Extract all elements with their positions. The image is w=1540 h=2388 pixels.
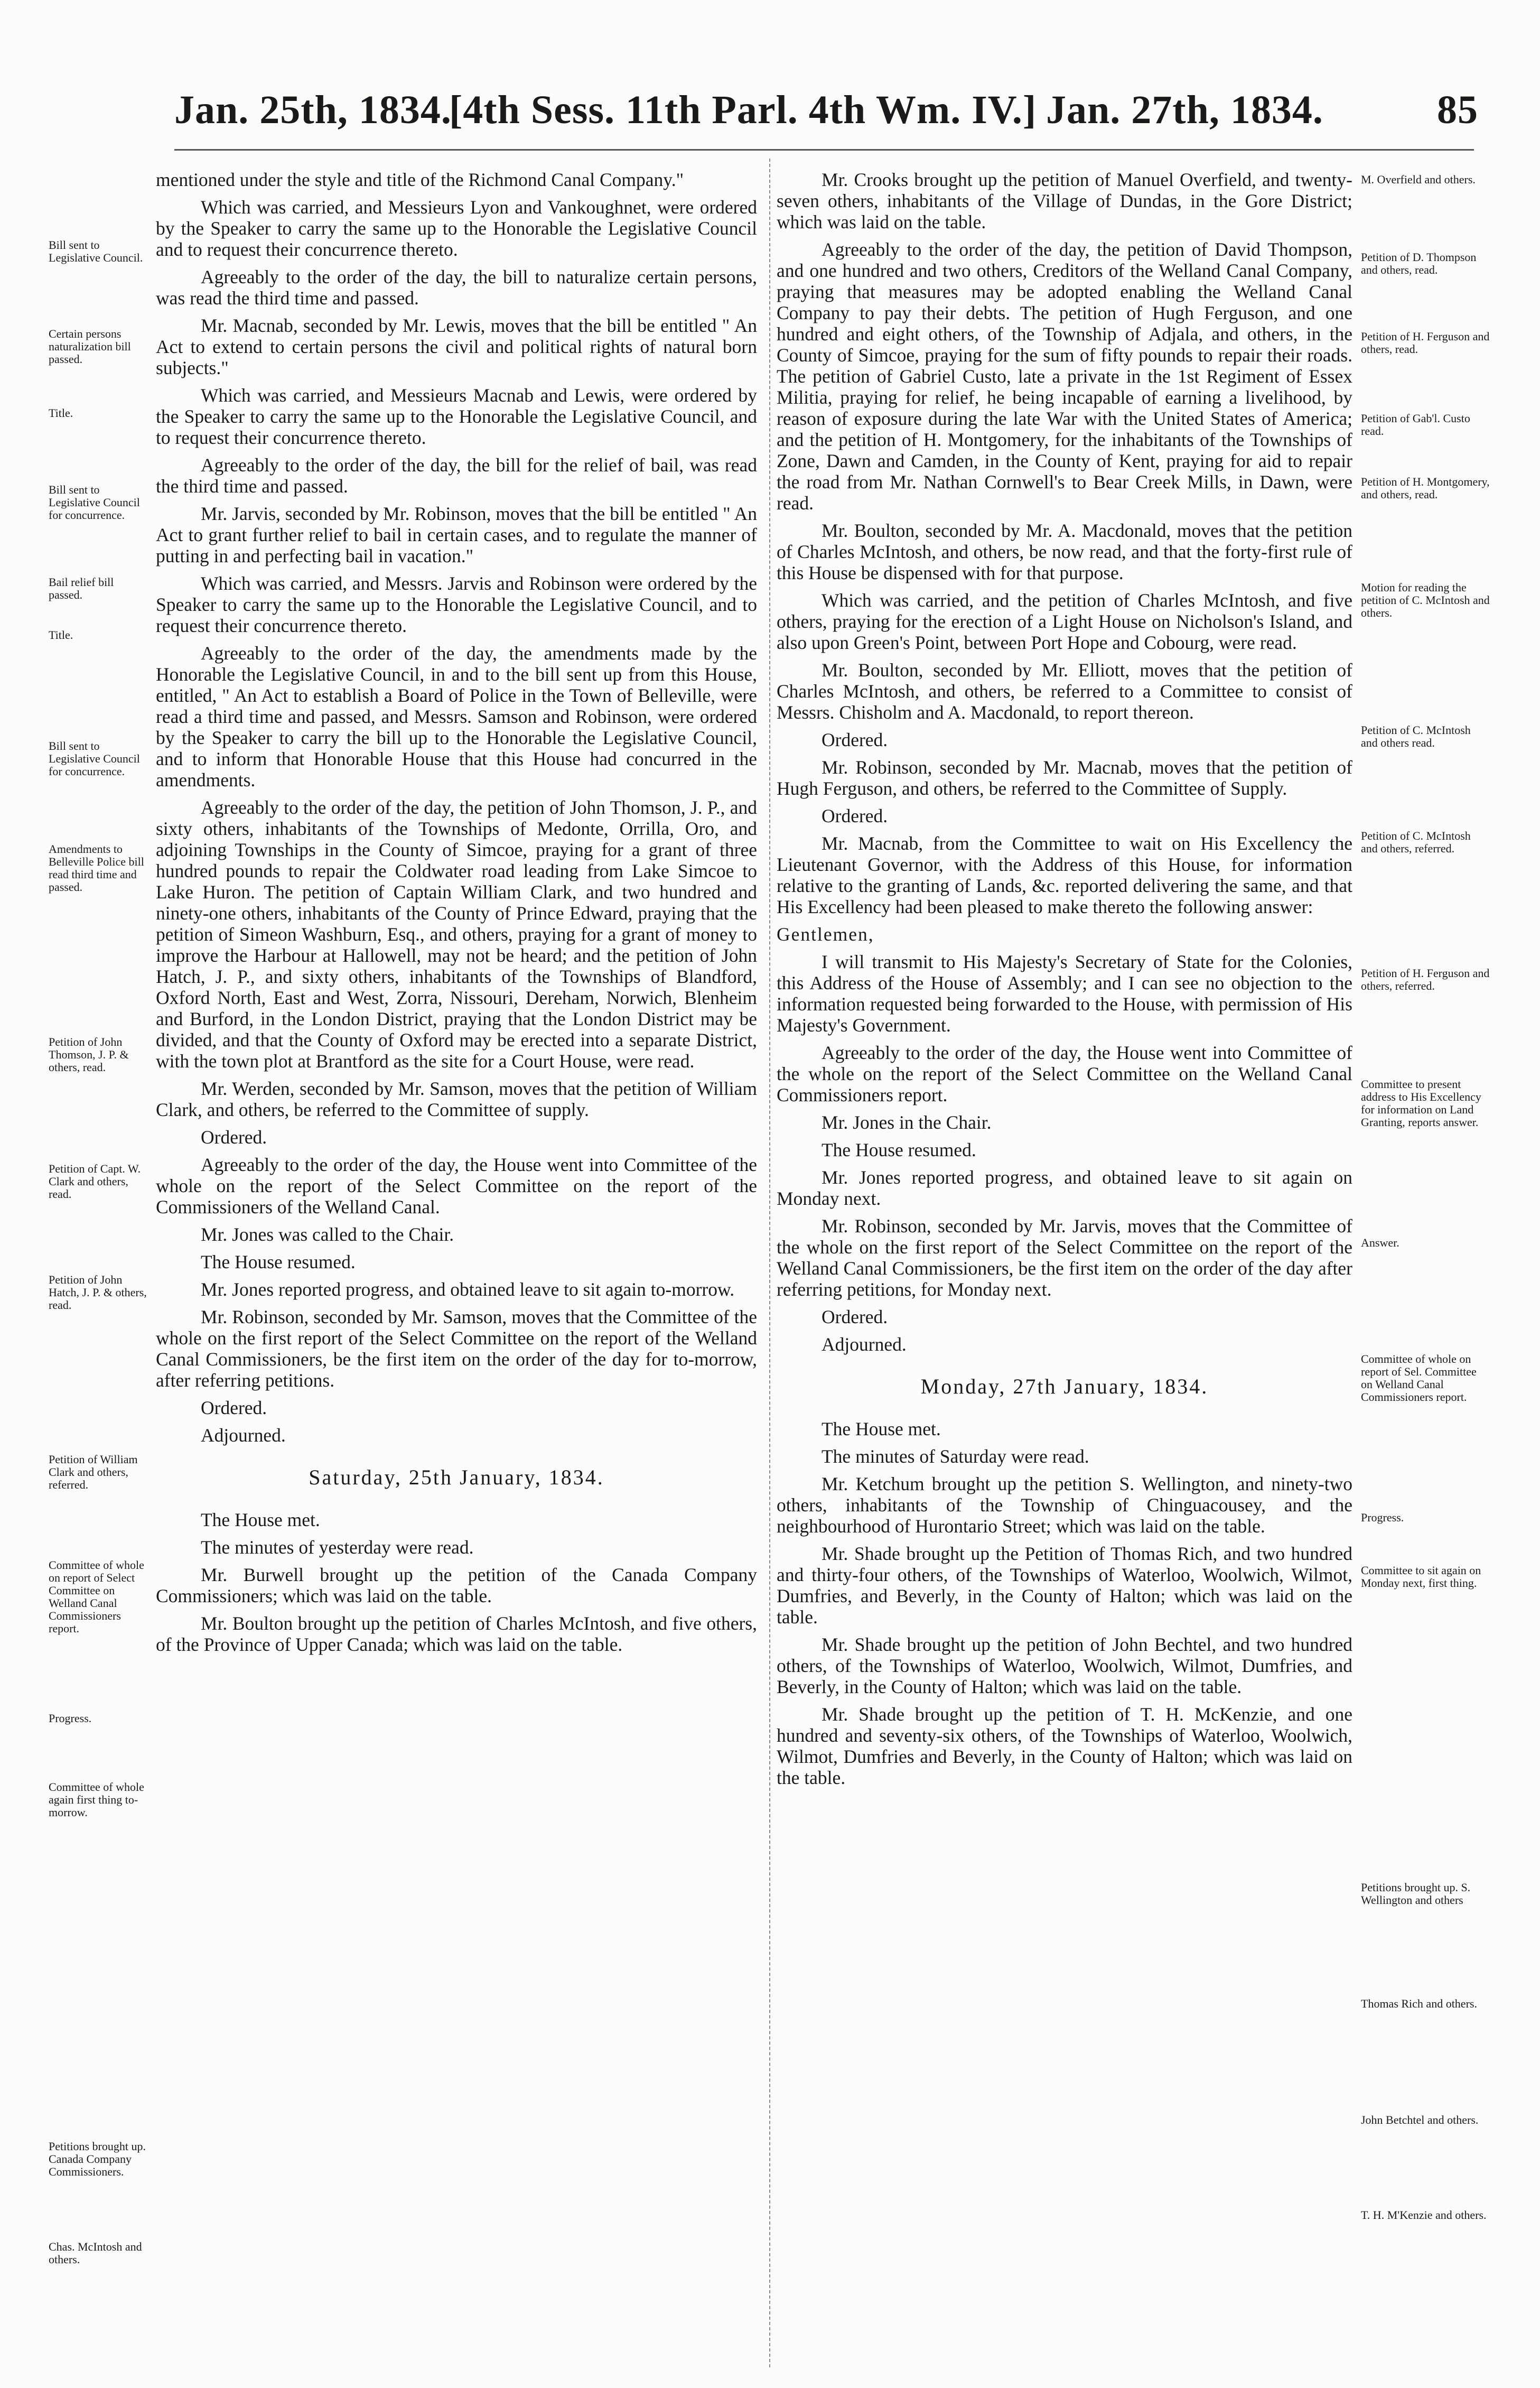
margin-note: Thomas Rich and others. xyxy=(1361,1997,1477,2010)
paragraph: Mr. Robinson, seconded by Mr. Jarvis, moves that the Committee of the whole on the first report of the Select Committee on the report of the Welland Canal Commissioners, be the first item on the order of the day after referring petitions, for Monday next. xyxy=(777,1215,1352,1300)
margin-note: Amendments to Belleville Police bill read third time and passed. xyxy=(49,842,144,894)
paragraph: Mr. Jones reported progress, and obtained leave to sit again on Monday next. xyxy=(777,1167,1352,1209)
paragraph: Mr. Robinson, seconded by Mr. Samson, moves that the Committee of the whole on the first report of the Select Committee on the report of the Welland Canal Commissioners, be the first item on the order of the day for to-morrow, after referring petitions. xyxy=(156,1306,757,1391)
margin-note: M. Overfield and others. xyxy=(1361,173,1476,186)
paragraph: Mr. Werden, seconded by Mr. Samson, moves that the petition of William Clark, and others, be referred to the Committee of supply. xyxy=(156,1078,757,1120)
day-heading: Saturday, 25th January, 1834. xyxy=(309,1465,604,1489)
chair-line: Mr. Jones in the Chair. xyxy=(822,1112,992,1133)
paragraph: Which was carried, and Messieurs Lyon and Vankoughnet, were ordered by the Speaker to carry the same up to the Honorable the Legislative Council and to request their concurrence thereto. xyxy=(156,197,757,260)
margin-note: Title. xyxy=(49,628,73,642)
paragraph: Mr. Crooks brought up the petition of Manuel Overfield, and twenty-seven others, inhabitants of the Village of Dundas, in the Gore District; which was laid on the table. xyxy=(777,169,1352,233)
paragraph: Which was carried, and Messieurs Macnab and Lewis, were ordered by the Speaker to carry the same up to the Honorable the Legislative Council, and to request their concurrence thereto. xyxy=(156,385,757,448)
adjourned-line: Adjourned. xyxy=(201,1425,286,1446)
margin-note: Petitions brought up. Canada Company Commissioners. xyxy=(49,2140,146,2178)
header-rule xyxy=(174,149,1474,151)
margin-note: Petition of D. Thompson and others, read. xyxy=(1361,250,1477,276)
paragraph: Agreeably to the order of the day, the bill for the relief of bail, was read the third time and passed. xyxy=(156,454,757,497)
margin-note: Answer. xyxy=(1361,1236,1399,1249)
margin-note: Petition of C. McIntosh and others, referred. xyxy=(1361,829,1471,855)
paragraph: Agreeably to the order of the day, the bill to naturalize certain persons, was read the third time and passed. xyxy=(156,266,757,309)
header-right-date: Jan. 27th, 1834. xyxy=(1046,88,1323,132)
margin-note: Progress. xyxy=(49,1712,92,1725)
day-heading: Monday, 27th January, 1834. xyxy=(920,1374,1209,1398)
margin-note: Bill sent to Legislative Council. xyxy=(49,238,143,264)
margin-note: Petition of William Clark and others, referred. xyxy=(49,1453,138,1491)
paragraph: Mr. Jones reported progress, and obtained leave to sit again to-morrow. xyxy=(201,1279,735,1300)
margin-note: Title. xyxy=(49,406,73,420)
paragraph: Agreeably to the order of the day, the petition of John Thomson, J. P., and sixty others, inhabitants of the Townships of Medonte, Orrilla, Oro, and adjoining Townships in the County of Simcoe, praying for a grant of three hundred pounds to repair the Coldwater road leading from Lake Simcoe to Lake Huron. The petition of Captain William Clark, and two hundred and ninety-one others, inhabitants of the County of Prince Edward, praying that the petition of Simeon Washburn, Esq., and others, praying for a grant of money to improve the Harbour at Hallowell, may not be heard; and the petition of John Hatch, J. P., and sixty others, inhabitants of the Townships of Blandford, Oxford North, East and West, Zorra, Nissouri, Dereham, Norwich, Blenheim and Burford, in the London District, praying that the London District may be divided, and that the County of Oxford may be erected into a separate District, with the town plot at Brantford as the site for a Court House, were read. xyxy=(156,797,757,1072)
right-column xyxy=(777,169,1352,1795)
paragraph: mentioned under the style and title of the Richmond Canal Company." xyxy=(156,169,684,190)
margin-note: Petition of H. Ferguson and others, referred. xyxy=(1361,967,1490,992)
margin-note: Bill sent to Legislative Council for concurrence. xyxy=(49,483,140,522)
ordered-line: Ordered. xyxy=(822,1306,888,1327)
left-column xyxy=(156,169,757,1661)
margin-note: Committee of whole on report of Sel. Committee on Welland Canal Commissioners report. xyxy=(1361,1352,1477,1404)
paragraph: Mr. Boulton, seconded by Mr. A. Macdonald, moves that the petition of Charles McIntosh, and others, be now read, and that the forty-first rule of this House be dispensed with for that purpose. xyxy=(777,520,1352,583)
paragraph: Agreeably to the order of the day, the House went into Committee of the whole on the report of the Select Committee on the Welland Canal Commissioners report. xyxy=(777,1042,1352,1105)
margin-note: Petition of John Thomson, J. P. & others, read. xyxy=(49,1035,129,1074)
margin-note: Petition of John Hatch, J. P. & others, read. xyxy=(49,1273,147,1312)
margin-note: Petition of Capt. W. Clark and others, read. xyxy=(49,1162,141,1201)
margin-note: Petition of Gab'l. Custo read. xyxy=(1361,412,1470,438)
paragraph: Mr. Boulton brought up the petition of Charles McIntosh, and five others, of the Province of Upper Canada; which was laid on the table. xyxy=(156,1613,757,1655)
header-session: [4th Sess. 11th Parl. 4th Wm. IV.] xyxy=(449,88,1037,132)
answer-paragraph: I will transmit to His Majesty's Secretary of State for the Colonies, this Address of the House of Assembly; and I can see no objection to the information requested being forwarded to the House, with permission of His Majesty's Government. xyxy=(777,951,1352,1036)
margin-note: Petition of H. Montgomery, and others, read. xyxy=(1361,475,1490,501)
margin-note: Committee of whole on report of Select Committee on Welland Canal Commissioners report. xyxy=(49,1558,144,1635)
paragraph: Mr. Shade brought up the Petition of Thomas Rich, and two hundred and thirty-four others, of the Townships of Waterloo, Woolwich, Wilmot, Dumfries, and Beverly, in the County of Halton; which was laid on the table. xyxy=(777,1543,1352,1628)
paragraph: Agreeably to the order of the day, the amendments made by the Honorable the Legislative Council, in and to the bill sent up from this House, entitled, " An Act to establish a Board of Police in the Town of Belleville, were read a third time and passed, and Messrs. Samson and Robinson, were ordered by the Speaker to carry the bill up to the Honorable the Legislative Council, and to inform that Honorable House that this House had concurred in the amendments. xyxy=(156,643,757,791)
margin-note: Committee to sit again on Monday next, first thing. xyxy=(1361,1564,1481,1590)
resumed-line: The House resumed. xyxy=(201,1251,356,1272)
paragraph: Which was carried, and the petition of Charles McIntosh, and five others, praying for the erection of a Light House on Nicholson's Island, and also upon Green's Point, between Port Hope and Cobourg, were read. xyxy=(777,590,1352,653)
margin-note: Committee of whole again first thing to-morrow. xyxy=(49,1780,144,1819)
margin-note: Motion for reading the petition of C. McIntosh and others. xyxy=(1361,581,1490,619)
resumed-line: The House resumed. xyxy=(822,1139,976,1160)
ordered-line: Ordered. xyxy=(822,805,888,826)
running-head xyxy=(174,87,1485,145)
adjourned-line: Adjourned. xyxy=(822,1334,907,1355)
margin-note: Petition of C. McIntosh and others read. xyxy=(1361,723,1471,749)
margin-note: T. H. M'Kenzie and others. xyxy=(1361,2208,1487,2222)
paragraph: Mr. Robinson, seconded by Mr. Macnab, moves that the petition of Hugh Ferguson, and others, be referred to the Committee of Supply. xyxy=(777,757,1352,799)
header-left-date: Jan. 25th, 1834. xyxy=(174,88,452,132)
paragraph: Mr. Macnab, from the Committee to wait on His Excellency the Lieutenant Governor, with the Address of this House, for information relative to the granting of Lands, &c. reported delivering the same, and that His Excellency had been pleased to make thereto the following answer: xyxy=(777,833,1352,917)
minutes-line: The minutes of Saturday were read. xyxy=(822,1446,1089,1467)
margin-note: Chas. McIntosh and others. xyxy=(49,2240,142,2266)
paragraph: Mr. Macnab, seconded by Mr. Lewis, moves that the bill be entitled " An Act to extend to certain persons the civil and political rights of natural born subjects." xyxy=(156,315,757,378)
ordered-line: Ordered. xyxy=(201,1127,267,1148)
paragraph: Which was carried, and Messrs. Jarvis and Robinson were ordered by the Speaker to carry the same up to the Honorable the Legislative Council, and to request their concurrence thereto. xyxy=(156,573,757,636)
paragraph: Mr. Ketchum brought up the petition S. Wellington, and ninety-two others, inhabitants of the Township of Chinguacousey, and the neighbourhood of Hurontario Street; which was laid on the table. xyxy=(777,1473,1352,1537)
house-met-line: The House met. xyxy=(201,1509,320,1530)
page-number: 85 xyxy=(1437,88,1478,132)
chair-line: Mr. Jones was called to the Chair. xyxy=(201,1224,454,1245)
margin-note: Progress. xyxy=(1361,1511,1404,1524)
paragraph: Agreeably to the order of the day, the petition of David Thompson, and one hundred and two others, Creditors of the Welland Canal Company, praying that measures may be adopted enabling the Welland Canal Company to pay their debts. The petition of Hugh Ferguson, and one hundred and eight others, of the Township of Adjala, and others, in the County of Simcoe, praying for the sum of fifty pounds to repair their roads. The petition of Gabriel Custo, late a private in the 1st Regiment of Essex Militia, praying for relief, he being incapable of earning a livelihood, by reason of exposure during the late War with the United States of America; and the petition of H. Montgomery, for the inhabitants of the Townships of Zone, Dawn and Camden, in the County of Kent, praying for aid to repair the road from Mr. Nathan Cornwell's to Bear Creek Mills, in Dawn, were read. xyxy=(777,239,1352,514)
ordered-line: Ordered. xyxy=(201,1397,267,1418)
paragraph: Mr. Shade brought up the petition of John Bechtel, and two hundred others, of the Townships of Waterloo, Woolwich, Wilmot, Dumfries, and Beverly, in the County of Halton; which was laid on the table. xyxy=(777,1634,1352,1697)
paragraph: Mr. Jarvis, seconded by Mr. Robinson, moves that the bill be entitled " An Act to grant further relief to bail in certain cases, and to regulate the manner of putting in and perfecting bail in vacation." xyxy=(156,503,757,566)
minutes-line: The minutes of yesterday were read. xyxy=(201,1537,474,1558)
margin-note: Committee to present address to His Excellency for information on Land Granting, reports answer. xyxy=(1361,1077,1481,1129)
margin-note: Petition of H. Ferguson and others, read. xyxy=(1361,330,1490,356)
paragraph: Mr. Boulton, seconded by Mr. Elliott, moves that the petition of Charles McIntosh, and others, be referred to a Committee to consist of Messrs. Chisholm and A. Macdonald, to report thereon. xyxy=(777,659,1352,723)
house-met-line: The House met. xyxy=(822,1418,941,1439)
margin-note: Bail relief bill passed. xyxy=(49,575,114,601)
margin-note: Bill sent to Legislative Council for concurrence. xyxy=(49,739,140,778)
margin-note: Certain persons naturalization bill passed. xyxy=(49,327,131,366)
paragraph: Mr. Burwell brought up the petition of the Canada Company Commissioners; which was laid on the table. xyxy=(156,1564,757,1606)
paragraph: Mr. Shade brought up the petition of T. H. McKenzie, and one hundred and seventy-six others, of the Townships of Waterloo, Woolwich, Wilmot, Dumfries and Beverly, in the County of Halton; which was laid on the table. xyxy=(777,1704,1352,1788)
salutation: Gentlemen, xyxy=(777,924,874,945)
margin-note: Petitions brought up. S. Wellington and others xyxy=(1361,1881,1471,1907)
column-divider xyxy=(769,159,770,2367)
margin-note: John Betchtel and others. xyxy=(1361,2113,1479,2126)
paragraph: Agreeably to the order of the day, the House went into Committee of the whole on the report of the Select Committee on the report of the Commissioners of the Welland Canal. xyxy=(156,1154,757,1218)
ordered-line: Ordered. xyxy=(822,729,888,750)
